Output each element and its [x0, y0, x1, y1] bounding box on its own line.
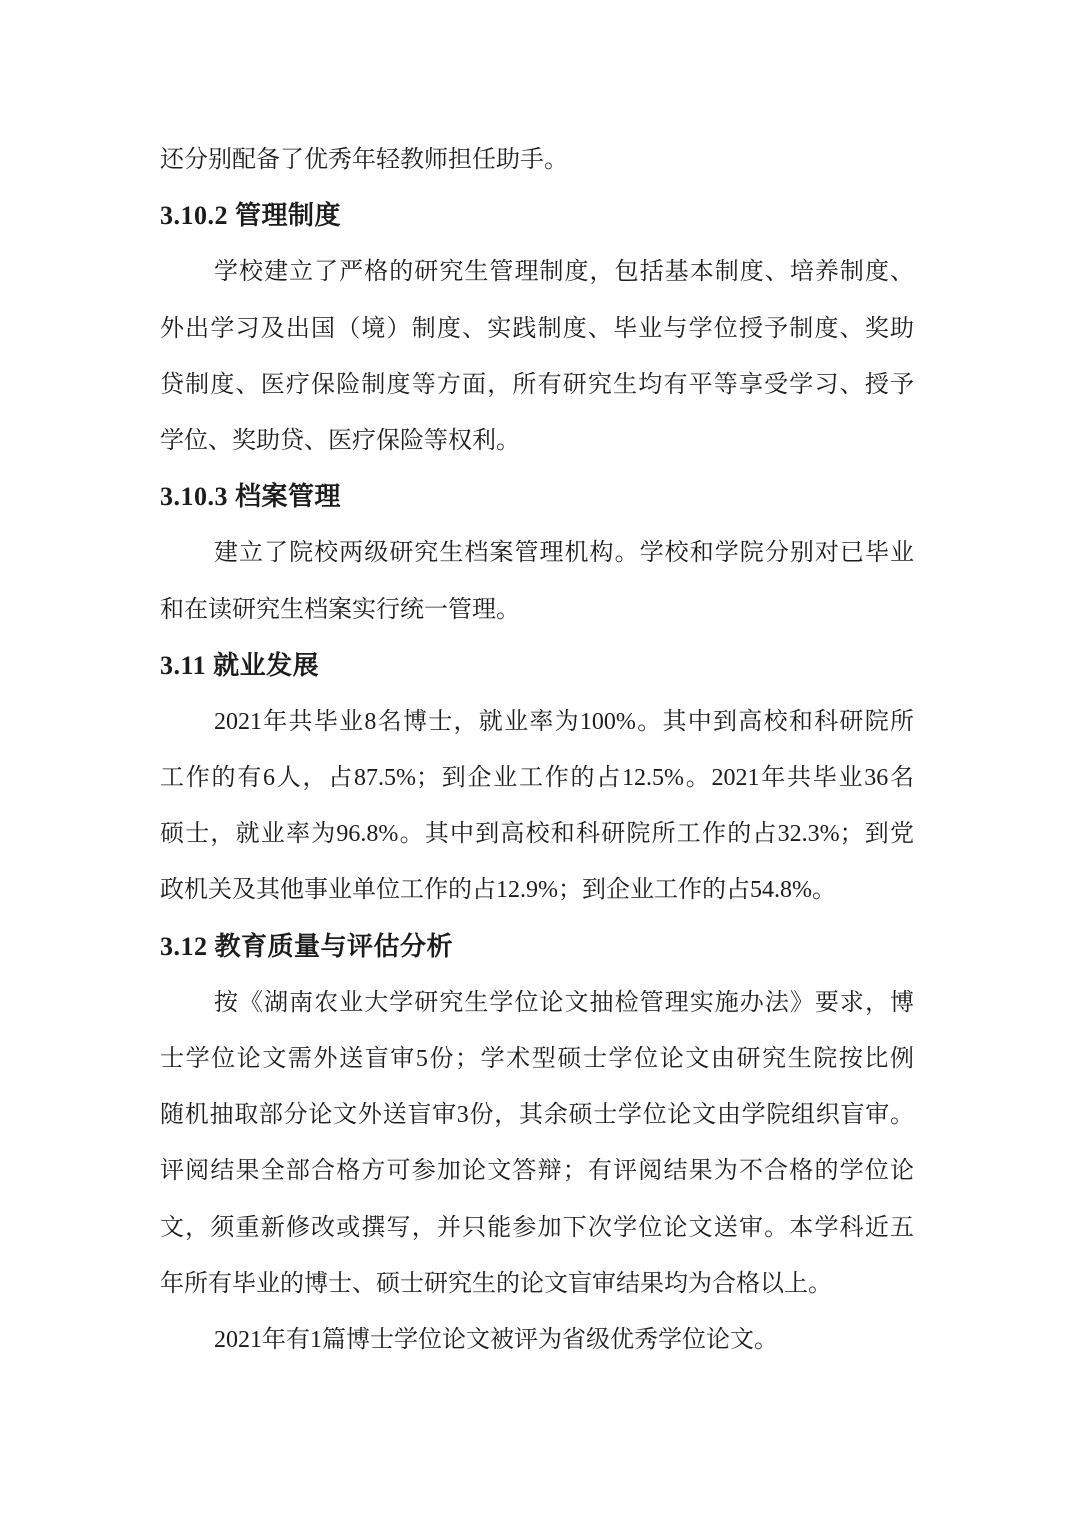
body-text-line: 工作的有6人，占87.5%；到企业工作的占12.5%。2021年共毕业36名: [160, 765, 914, 792]
body-text-line: 政机关及其他事业单位工作的占12.9%；到企业工作的占54.8%。: [160, 877, 836, 904]
body-text-line: 还分别配备了优秀年轻教师担任助手。: [160, 147, 568, 173]
body-text-line: 按《湖南农业大学研究生学位论文抽检管理实施办法》要求，博: [214, 989, 914, 1016]
section-heading: 3.12 教育质量与评估分析: [160, 931, 454, 961]
section-heading: 3.11 就业发展: [160, 650, 320, 680]
section-heading: 3.10.2 管理制度: [160, 201, 342, 231]
body-text-line: 学位、奖助贷、医疗保险等权利。: [160, 427, 520, 454]
section-heading: 3.10.3 档案管理: [160, 482, 342, 512]
body-text-line: 2021年有1篇博士学位论文被评为省级优秀学位论文。: [214, 1326, 778, 1353]
body-text-line: 外出学习及出国（境）制度、实践制度、毕业与学位授予制度、奖助: [160, 315, 914, 342]
document-content: [160, 132, 914, 1368]
body-text-line: 学校建立了严格的研究生管理制度，包括基本制度、培养制度、: [214, 259, 914, 286]
body-text-line: 贷制度、医疗保险制度等方面，所有研究生均有平等享受学习、授予: [160, 371, 914, 398]
body-text-line: 评阅结果全部合格方可参加论文答辩；有评阅结果为不合格的学位论: [160, 1158, 914, 1185]
body-text-line: 和在读研究生档案实行统一管理。: [160, 596, 520, 623]
body-text-line: 建立了院校两级研究生档案管理机构。学校和学院分别对已毕业: [214, 540, 914, 567]
body-text-line: 随机抽取部分论文外送盲审3份，其余硕士学位论文由学院组织盲审。: [160, 1102, 914, 1129]
body-text-line: 士学位论文需外送盲审5份；学术型硕士学位论文由研究生院按比例: [160, 1046, 914, 1072]
body-text-line: 2021年共毕业8名博士，就业率为100%。其中到高校和科研院所: [214, 708, 914, 735]
body-text-line: 年所有毕业的博士、硕士研究生的论文盲审结果均为合格以上。: [160, 1270, 832, 1297]
body-text-line: 文，须重新修改或撰写，并只能参加下次学位论文送审。本学科近五: [160, 1214, 914, 1241]
body-text-line: 硕士，就业率为96.8%。其中到高校和科研院所工作的占32.3%；到党: [160, 821, 914, 848]
